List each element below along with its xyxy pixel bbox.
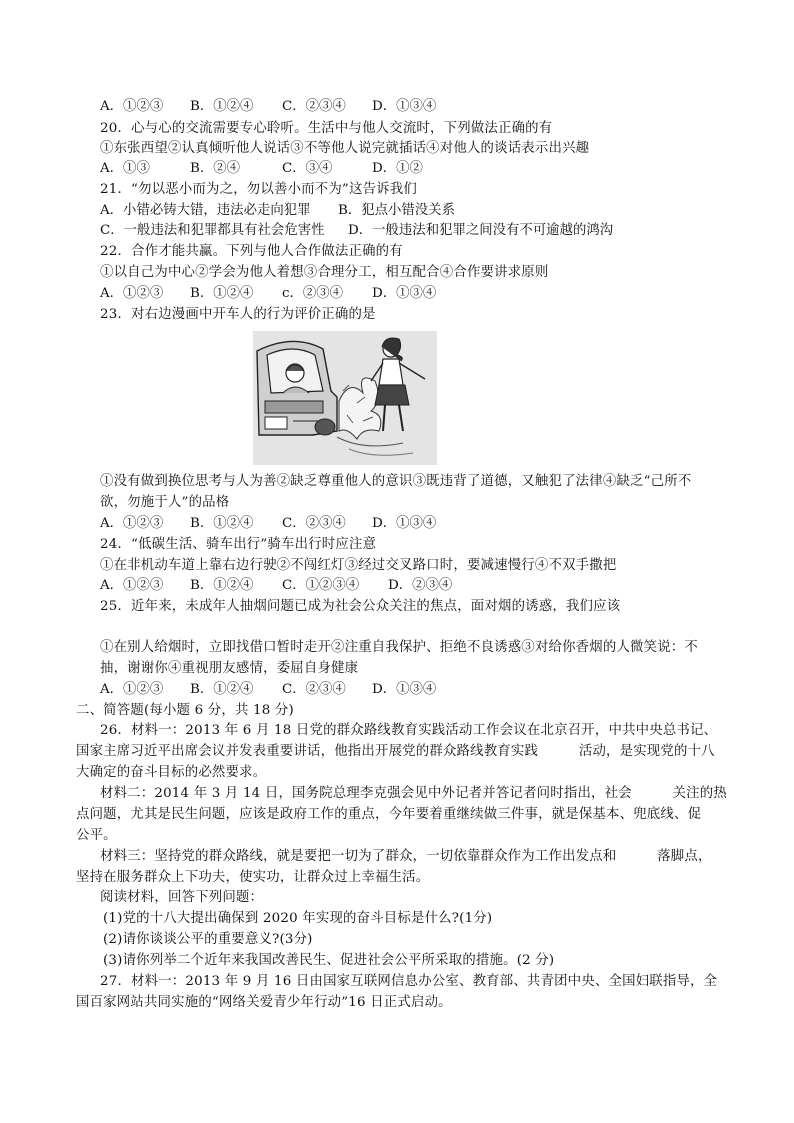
q24-option-c: C．①②③④	[282, 578, 360, 593]
q26-sub-question-1: (1)党的十八大提出确保到 2020 年实现的奋斗目标是什么?(1分)	[103, 911, 493, 926]
q26-material-1-line-2: 国家主席习近平出席会议并发表重要讲话，他指出开展党的群众路线教育实践 活动，是实现党的十八	[76, 744, 715, 759]
q26-sub-question-2: (2)请你谈谈公平的重要意义?(3分)	[103, 932, 313, 947]
q20-option-b: B．②④	[190, 161, 241, 176]
q19-option-a: A．①②③	[100, 99, 164, 114]
q21-option-c: C．一般违法和犯罪都具有社会危害性	[100, 223, 325, 238]
q21-option-a: A．小错必铸大错，违法必走向犯罪	[100, 203, 311, 218]
q21-option-b: B．犯点小错没关系	[338, 203, 455, 218]
q24-items: ①在非机动车道上靠右边行驶②不闯红灯③经过交叉路口时，要减速慢行④不双手撒把	[100, 558, 617, 573]
q19-option-c: C．②③④	[282, 99, 346, 114]
q23-option-c: C．②③④	[282, 516, 346, 531]
q22-items: ①以自己为中心②学会为他人着想③合理分工，相互配合④合作要讲求原则	[100, 265, 549, 280]
q20-option-c: C．③④	[282, 161, 333, 176]
q20-option-a: A．①③	[100, 161, 150, 176]
q25-items-line-1: ①在别人给烟时，立即找借口暂时走开②注重自我保护、拒绝不良诱惑③对给你香烟的人微笑说：不	[100, 640, 698, 655]
q23-items-line-2: 欲，勿施于人”的品格	[100, 495, 230, 510]
q22-option-b: B．①②④	[190, 286, 254, 301]
q25-option-b: B．①②④	[190, 682, 254, 697]
q22-option-a: A．①②③	[100, 286, 164, 301]
q23-stem: 23．对右边漫画中开车人的行为评价正确的是	[100, 307, 376, 322]
q22-option-c: c．②③④	[282, 286, 344, 301]
q24-option-d: D．②③④	[388, 578, 453, 593]
q26-material-3-line-1: 材料三：坚持党的群众路线，就是要把一切为了群众，一切依靠群众作为工作出发点和 落脚点，	[100, 849, 712, 864]
cartoon-image	[253, 331, 437, 465]
q23-option-d: D．①③④	[372, 516, 437, 531]
q26-material-3-line-2: 坚持在服务群众上下功夫，使实功，让群众过上幸福生活。	[76, 870, 430, 885]
q24-option-b: B．①②④	[190, 578, 254, 593]
q25-option-a: A．①②③	[100, 682, 164, 697]
q19-option-d: D．①③④	[372, 99, 437, 114]
q26-sub-question-3: (3)请你列举二个近年来我国改善民生、促进社会公平所采取的措施。(2 分)	[103, 953, 555, 968]
q23-items-line-1: ①没有做到换位思考与人为善②缺乏尊重他人的意识③既违背了道德，又触犯了法律④缺乏“己所不	[100, 474, 692, 489]
section-heading: 二、简答题(每小题 6 分，共 18 分)	[76, 703, 294, 718]
q23-option-a: A．①②③	[100, 516, 164, 531]
q20-items: ①东张西望②认真倾听他人说话③不等他人说完就插话④对他人的谈话表示出兴趣	[100, 141, 590, 156]
q25-items-line-2: 抽，谢谢你④重视朋友感情，委屈自身健康	[100, 661, 359, 676]
q26-material-2-line-2: 点问题，尤其是民生问题，应该是政府工作的重点，今年要着重继续做三件事，就是保基本、兜底线、促	[76, 807, 702, 822]
q22-stem: 22．合作才能共赢。下列与他人合作做法正确的有	[100, 244, 403, 259]
q20-option-d: D．①②	[372, 161, 423, 176]
q26-prompt: 阅读材料，回答下列问题：	[100, 890, 264, 905]
q20-stem: 20．心与心的交流需要专心聆听。生活中与他人交流时，下列做法正确的有	[100, 121, 553, 136]
q26-material-1-line-1: 26．材料一：2013 年 6 月 18 日党的群众路线教育实践活动工作会议在北京召开，中共中央总书记、	[100, 723, 718, 738]
q26-material-1-line-3: 大确定的奋斗目标的必然要求。	[76, 765, 267, 780]
q27-material-1-line-2: 国百家网站共同实施的“网络关爱青少年行动”16 日正式启动。	[76, 995, 452, 1010]
q24-option-a: A．①②③	[100, 578, 164, 593]
q23-option-b: B．①②④	[190, 516, 254, 531]
q25-stem: 25．近年来，未成年人抽烟问题已成为社会公众关注的焦点，面对烟的诱惑，我们应该	[100, 599, 621, 614]
q21-option-d: D．一般违法和犯罪之间没有不可逾越的鸿沟	[348, 223, 614, 238]
q24-stem: 24．“低碳生活、骑车出行”骑车出行时应注意	[100, 537, 377, 552]
q21-stem: 21．“勿以恶小而为之，勿以善小而不为”这告诉我们	[100, 182, 417, 197]
q25-option-c: C．②③④	[282, 682, 346, 697]
q26-material-2-line-3: 公平。	[76, 828, 117, 843]
q25-option-d: D．①③④	[372, 682, 437, 697]
q22-option-d: D．①③④	[372, 286, 437, 301]
q27-material-1-line-1: 27．材料一：2013 年 9 月 16 日由国家互联网信息办公室、教育部、共青团中央、全国妇联指导，全	[100, 974, 718, 989]
q19-option-b: B．①②④	[190, 99, 254, 114]
q26-material-2-line-1: 材料二：2014 年 3 月 14 日，国务院总理李克强会见中外记者并答记者问时指出，社会 关注的热	[100, 786, 727, 801]
